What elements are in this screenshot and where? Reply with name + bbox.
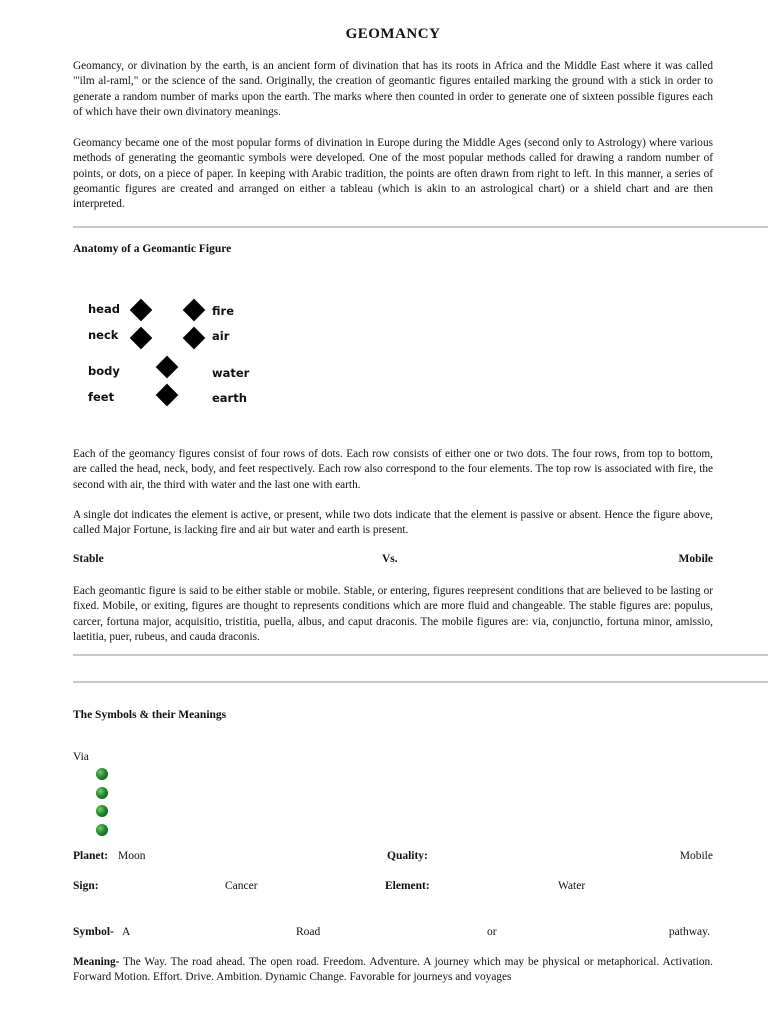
symbols-heading: The Symbols & their Meanings bbox=[73, 709, 227, 721]
diamond-body bbox=[156, 356, 179, 379]
anatomy-paragraph-2: A single dot indicates the element is active, or present, while two dots indicate that the element is passive or absent. Hence the figure above, called Major Fortune, is lacking fire and air but water and earth is present. bbox=[73, 509, 713, 537]
mobile-label: Mobile bbox=[678, 553, 713, 565]
symbol-word-4: pathway. bbox=[668, 926, 710, 938]
symbol-word-3: or bbox=[487, 926, 497, 938]
diamond-neck-left bbox=[130, 327, 153, 350]
label-neck: neck bbox=[88, 328, 119, 342]
anatomy-paragraph-1: Each of the geomancy figures consist of four rows of dots. Each row consists of either one or two dots. The four rows, from top to bottom, are called the head, neck, body, and feet respectively. Each row also correspond to the four elements. The top row is associated with fire, the second with air, the third with water and the last one with earth. bbox=[73, 448, 713, 491]
quality-label: Quality: bbox=[387, 850, 428, 862]
label-head: head bbox=[88, 302, 120, 316]
stable-label: Stable bbox=[73, 553, 104, 565]
meaning-label: Meaning- bbox=[73, 956, 120, 968]
via-meaning-paragraph bbox=[73, 955, 713, 986]
meaning-text: The Way. The road ahead. The open road. Freedom. Adventure. A journey which may be physical or metaphorical. Activation. Forward Motion. Effort. Drive. Ambition. Dynamic Change. Favorable for journeys and voyages bbox=[73, 956, 713, 984]
symbol-word-1: A bbox=[122, 926, 131, 938]
label-body: body bbox=[88, 364, 120, 378]
section-divider-3 bbox=[73, 681, 768, 683]
sign-value: Cancer bbox=[225, 880, 258, 892]
vs-label: Vs. bbox=[382, 553, 398, 565]
section-divider-2 bbox=[73, 654, 768, 656]
via-dot-4 bbox=[96, 824, 108, 836]
planet-label: Planet: bbox=[73, 850, 109, 862]
element-label: Element: bbox=[385, 880, 430, 892]
intro-paragraph-1: Geomancy, or divination by the earth, is an ancient form of divination that has its roots in Africa and the Middle East where it was called "'ilm al-raml," or the science of the sand. Originally, the creation of geomantic figures entailed marking the ground with a stick in order to generate a random number of marks upon the earth. The marks where then counted in order to generate one of sixteen possible figures each of which have their own divinatory meanings. bbox=[73, 60, 713, 118]
label-air: air bbox=[212, 329, 230, 343]
figure-name-via: Via bbox=[73, 751, 89, 763]
symbol-label: Symbol- bbox=[73, 926, 114, 938]
page-title: GEOMANCY bbox=[345, 26, 441, 42]
intro-paragraph-2: Geomancy became one of the most popular forms of divination in Europe during the Middle Ages (second only to Astrology) where various methods of generating the geomantic symbols were developed. One of the most popular methods called for drawing a random number of points, or dots, on a piece of paper. In keeping with Arabic tradition, the points are often drawn from right to left. In this manner, a series of geomantic figures are created and arranged on either a tableau (which is akin to an astrological chart) or a shield chart and are then interpreted. bbox=[73, 137, 713, 211]
element-value: Water bbox=[558, 880, 586, 892]
label-fire: fire bbox=[212, 304, 234, 318]
diamond-neck-right bbox=[183, 327, 206, 350]
via-dot-1 bbox=[96, 768, 108, 780]
section-divider-1 bbox=[73, 226, 768, 228]
planet-value: Moon bbox=[118, 850, 146, 862]
label-earth: earth bbox=[212, 391, 247, 405]
label-feet: feet bbox=[88, 390, 115, 404]
stable-mobile-paragraph: Each geomantic figure is said to be either stable or mobile. Stable, or entering, figures reepresent conditions that are believed to be lasting or fixed. Mobile, or exiting, figures are thought to represents conditions which are more fluid and changeable. The stable figures are: populus, carcer, fortuna major, acquisitio, tristitia, puella, albus, and caput draconis. The mobile figures are: via, conjunctio, fortuna minor, amissio, laetitia, puer, rubeus, and cauda draconis. bbox=[73, 585, 713, 643]
via-dot-3 bbox=[96, 805, 108, 817]
symbol-word-2: Road bbox=[296, 926, 321, 938]
quality-value: Mobile bbox=[679, 850, 713, 862]
diamond-feet bbox=[156, 384, 179, 407]
sign-label: Sign: bbox=[73, 880, 99, 892]
anatomy-heading: Anatomy of a Geomantic Figure bbox=[73, 243, 232, 255]
diamond-head-left bbox=[130, 299, 153, 322]
label-water: water bbox=[212, 366, 250, 380]
diamond-head-right bbox=[183, 299, 206, 322]
via-dot-2 bbox=[96, 787, 108, 799]
